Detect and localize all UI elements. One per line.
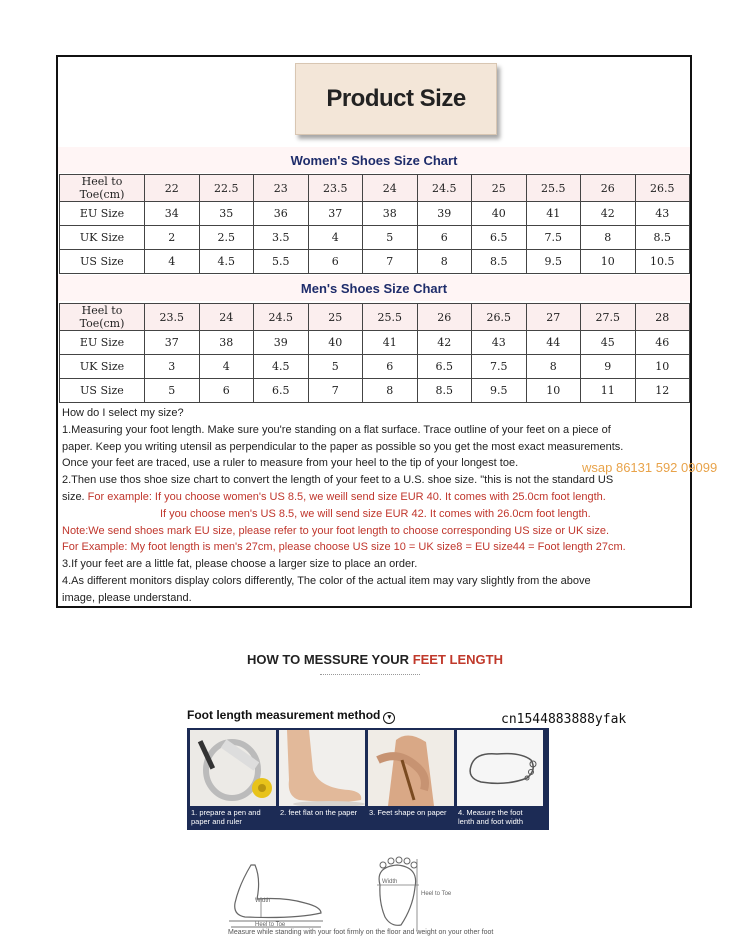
method-heading [187,708,395,724]
size-cell: 5 [363,226,418,250]
notes-line-red: Note:We send shoes mark EU size, please refer to your foot length to choose corresponding US size or UK size. [62,524,610,537]
size-cell: 25 [308,304,363,331]
step-caption: 3. Feet shape on paper [366,806,454,830]
notes-line: paper. Keep you writing utensil as perpendicular to the paper as possible so you get the most exact measurements. [62,440,624,453]
chevron-down-icon: ▾ [383,712,395,724]
size-chart-frame [56,55,692,608]
size-cell: 4.5 [254,355,309,379]
row-label: EU Size [60,202,145,226]
women-chart-heading: Women's Shoes Size Chart [58,147,690,173]
size-cell: 10 [635,355,690,379]
size-cell: 46 [635,331,690,355]
size-cell: 9.5 [526,250,581,274]
howto-heading [0,652,750,667]
size-cell: 26 [581,175,636,202]
size-cell: 8 [417,250,472,274]
notes-line-example [62,489,690,506]
row-label: Heel to Toe(cm) [60,304,145,331]
step-caption: 2. feet flat on the paper [277,806,365,830]
size-cell: 28 [635,304,690,331]
size-cell: 10.5 [635,250,690,274]
size-cell: 23 [254,175,309,202]
size-cell: 8 [526,355,581,379]
size-cell: 26 [417,304,472,331]
product-size-card [295,63,497,135]
size-cell: 5 [145,379,200,403]
table-row [60,331,690,355]
size-cell: 27.5 [581,304,636,331]
size-cell: 42 [581,202,636,226]
size-cell: 35 [199,202,254,226]
size-cell: 4.5 [199,250,254,274]
size-cell: 41 [526,202,581,226]
bottom-instruction: Measure while standing with your foot firmly on the floor and weight on your other foot [228,929,494,936]
size-cell: 38 [199,331,254,355]
row-label: Heel to Toe(cm) [60,175,145,202]
size-cell: 10 [581,250,636,274]
notes-line: image, please understand. [62,591,192,604]
size-cell: 36 [254,202,309,226]
size-cell: 25.5 [526,175,581,202]
row-label: UK Size [60,355,145,379]
size-cell: 26.5 [635,175,690,202]
size-cell: 22.5 [199,175,254,202]
size-cell: 24 [199,304,254,331]
size-cell: 6.5 [417,355,472,379]
size-cell: 7 [363,250,418,274]
size-cell: 8.5 [472,250,527,274]
size-cell: 8.5 [635,226,690,250]
size-cell: 37 [308,202,363,226]
size-cell: 8.5 [417,379,472,403]
size-cell: 2 [145,226,200,250]
size-cell: 7.5 [526,226,581,250]
table-row [60,304,690,331]
foot-measure-diagram [225,855,525,937]
size-cell: 5 [308,355,363,379]
notes-question: How do I select my size? [62,407,184,419]
table-row [60,175,690,202]
size-cell: 7.5 [472,355,527,379]
size-cell: 23.5 [145,304,200,331]
row-label: US Size [60,250,145,274]
size-cell: 26.5 [472,304,527,331]
table-row [60,202,690,226]
step-caption: 1. prepare a pen and paper and ruler [188,806,276,830]
size-cell: 43 [635,202,690,226]
size-cell: 7 [308,379,363,403]
diagram-width-label-1: Width [255,898,271,904]
size-cell: 9.5 [472,379,527,403]
size-cell: 23.5 [308,175,363,202]
size-cell: 4 [308,226,363,250]
step-photo-pen-ruler [190,730,276,806]
notes-red-text: For example: If you choose women's US 8.5, we weill send size EUR 40. It comes with 25.0cm foot length. [84,490,606,503]
size-cell: 9 [581,355,636,379]
size-cell: 40 [472,202,527,226]
size-cell: 6 [199,379,254,403]
step-caption: 4. Measure the foot lenth and foot width [455,806,543,830]
diagram-width-label-2: Width [382,879,398,885]
table-row [60,379,690,403]
foot-flat-icon [279,730,365,806]
men-chart-heading: Men's Shoes Size Chart [58,275,690,301]
size-cell: 39 [254,331,309,355]
divider [320,674,420,675]
women-size-table [59,174,690,274]
step-photo-foot-flat [279,730,365,806]
howto-text: HOW TO MESSURE YOUR [247,652,413,667]
size-cell: 42 [417,331,472,355]
size-cell: 34 [145,202,200,226]
size-cell: 25.5 [363,304,418,331]
step-photo-trace [368,730,454,806]
size-cell: 6 [363,355,418,379]
size-cell: 24.5 [417,175,472,202]
size-cell: 22 [145,175,200,202]
step-photo-measure [457,730,543,806]
size-cell: 12 [635,379,690,403]
size-cell: 43 [472,331,527,355]
size-cell: 24 [363,175,418,202]
size-cell: 44 [526,331,581,355]
size-cell: 11 [581,379,636,403]
watermark-phone: wsap 86131 592 09099 [582,460,718,475]
size-cell: 6.5 [472,226,527,250]
product-size-title: Product Size [326,85,466,112]
size-cell: 3 [145,355,200,379]
size-cell: 3.5 [254,226,309,250]
notes-line-red: For Example: My foot length is men's 27cm, please choose US size 10 = UK size8 = EU size44 = Foot length 27cm. [62,541,626,554]
notes-line: 1.Measuring your foot length. Make sure you're standing on a flat surface. Trace outline of your feet on a piece of [62,423,611,436]
row-label: US Size [60,379,145,403]
size-cell: 2.5 [199,226,254,250]
diagram-heel-label-2: Heel to Toe [421,891,452,897]
foot-outline-icon [457,730,543,806]
row-label: UK Size [60,226,145,250]
table-row [60,250,690,274]
notes-line: Once your feet are traced, use a ruler to measure from your heel to the tip of your longest toe. [62,457,519,470]
size-cell: 24.5 [254,304,309,331]
watermark-id: cn1544883888yfak [501,712,627,727]
method-text: Foot length measurement method [187,708,381,722]
row-label: EU Size [60,331,145,355]
size-cell: 40 [308,331,363,355]
size-cell: 5.5 [254,250,309,274]
notes-line: 3.If your feet are a little fat, please choose a larger size to place an order. [62,558,418,571]
diagram-heel-label-1: Heel to Toe [255,922,286,928]
size-cell: 10 [526,379,581,403]
men-size-table [59,303,690,403]
notes-line-red: If you choose men's US 8.5, we will send size EUR 42. It comes with 26.0cm foot length. [160,507,591,520]
size-cell: 25 [472,175,527,202]
size-cell: 6 [417,226,472,250]
size-cell: 6.5 [254,379,309,403]
table-row [60,226,690,250]
size-cell: 39 [417,202,472,226]
measurement-steps [187,728,549,830]
howto-accent: FEET LENGTH [412,652,503,667]
size-cell: 37 [145,331,200,355]
size-cell: 4 [145,250,200,274]
size-cell: 6 [308,250,363,274]
table-row [60,355,690,379]
size-cell: 38 [363,202,418,226]
trace-foot-icon [368,730,454,806]
notes-line: 2.Then use thos shoe size chart to convert the length of your feet to a U.S. shoe size. "this is not the standard US [62,474,614,487]
size-cell: 27 [526,304,581,331]
size-cell: 41 [363,331,418,355]
size-cell: 8 [363,379,418,403]
size-cell: 45 [581,331,636,355]
size-cell: 8 [581,226,636,250]
pen-ruler-icon [190,730,276,806]
size-cell: 4 [199,355,254,379]
size-notes [62,405,690,607]
notes-line: 4.As different monitors display colors differently, The color of the actual item may vary slightly from the above [62,574,591,587]
notes-text: size. [62,490,85,503]
